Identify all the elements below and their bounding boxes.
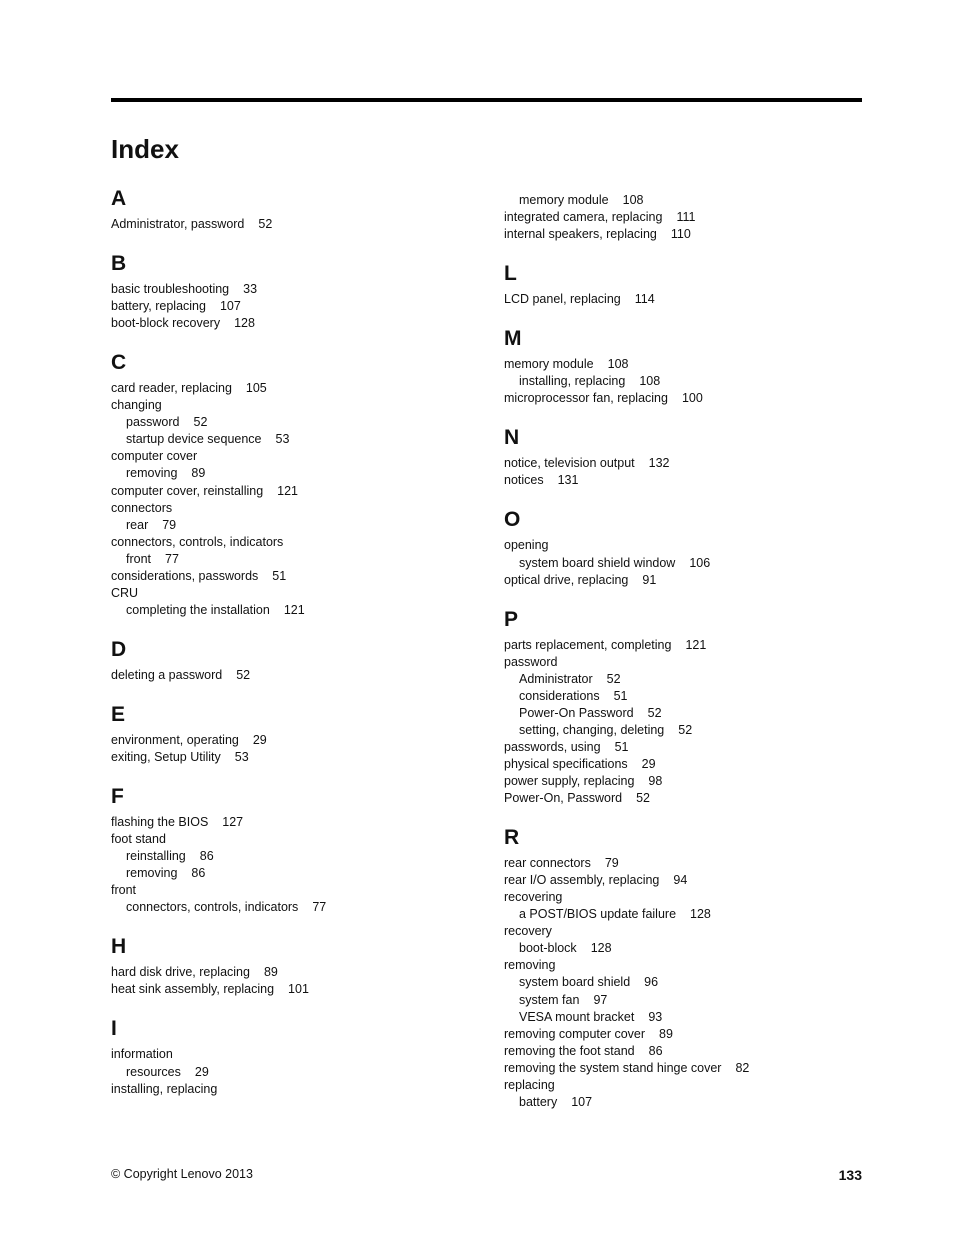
index-page-ref: 106 (689, 555, 711, 570)
index-page-ref: 89 (191, 466, 206, 481)
index-term: recovery (504, 924, 552, 939)
page-title: Index (111, 134, 179, 164)
index-subentry (519, 906, 711, 923)
index-entry (111, 882, 136, 899)
index-entry (504, 739, 628, 756)
index-entry (504, 472, 578, 489)
index-page-ref: 86 (199, 849, 214, 864)
index-term: information (111, 1047, 173, 1062)
index-page-ref: 110 (670, 227, 691, 242)
index-term: internal speakers, replacing (504, 227, 657, 242)
index-subentry (126, 517, 176, 534)
index-term: rear connectors (504, 856, 591, 871)
index-page-ref: 51 (613, 688, 628, 703)
index-subentry (519, 940, 612, 957)
index-entry (111, 500, 172, 517)
index-page-ref: 77 (165, 551, 179, 566)
index-page-ref: 86 (648, 1043, 663, 1058)
index-page-ref: 82 (735, 1060, 750, 1075)
index-subentry (126, 551, 179, 568)
index-entry (504, 572, 656, 589)
index-letter-heading: O (504, 508, 521, 532)
index-page-ref: 128 (234, 316, 255, 331)
index-letter-heading: L (504, 262, 517, 286)
index-term: optical drive, replacing (504, 572, 629, 587)
index-term: battery (519, 1094, 558, 1109)
index-letter-heading: R (504, 826, 520, 850)
index-term: connectors, controls, indicators (126, 900, 299, 915)
index-entry (111, 667, 250, 684)
index-term: CRU (111, 585, 139, 600)
index-entry (504, 1077, 555, 1094)
index-letter-heading: F (111, 785, 124, 809)
index-entry (111, 298, 241, 315)
index-entry (111, 483, 298, 500)
index-entry (111, 814, 243, 831)
index-term: notice, television output (504, 456, 635, 471)
index-term: power supply, replacing (504, 774, 635, 788)
index-term: memory module (504, 357, 594, 372)
index-page-ref: 77 (312, 900, 327, 915)
index-page-ref: 93 (648, 1009, 663, 1024)
index-entry (111, 1046, 173, 1063)
index-page-ref: 53 (275, 432, 290, 447)
header-rule (111, 98, 862, 102)
index-subentry (519, 1009, 662, 1026)
index-subentry (519, 671, 621, 688)
index-term: removing the foot stand (504, 1043, 635, 1058)
index-term: VESA mount bracket (519, 1009, 635, 1024)
index-term: system board shield window (519, 555, 676, 570)
index-subentry (519, 705, 662, 722)
index-subentry (519, 688, 628, 705)
index-page-ref: 52 (636, 791, 651, 806)
index-page-ref: 96 (644, 975, 659, 990)
index-term: removing (504, 958, 556, 973)
index-term: removing (126, 466, 178, 481)
index-term: setting, changing, deleting (519, 722, 665, 737)
index-entry (504, 1060, 749, 1077)
index-page-ref: 52 (258, 217, 273, 231)
footer-page-number: 133 (838, 1167, 862, 1183)
index-page-ref: 98 (648, 774, 663, 788)
index-entry (111, 964, 278, 981)
index-entry (504, 291, 655, 308)
index-page-ref: 52 (193, 415, 208, 430)
index-entry (504, 390, 703, 407)
index-page-ref: 33 (243, 282, 258, 297)
index-term: rear (126, 517, 149, 532)
index-subentry (126, 848, 214, 865)
index-page-ref: 52 (606, 671, 621, 686)
index-entry (111, 981, 309, 998)
index-subentry (519, 1094, 592, 1111)
index-page-ref: 121 (277, 483, 299, 498)
index-page-ref: 52 (678, 722, 693, 737)
index-entry (504, 855, 619, 872)
index-term: computer cover, reinstalling (111, 483, 264, 498)
index-page-ref: 51 (614, 739, 629, 754)
index-term: considerations, passwords (111, 568, 259, 583)
index-letter-heading: C (111, 351, 127, 375)
index-page-ref: 105 (245, 381, 267, 396)
index-term: hard disk drive, replacing (111, 965, 250, 980)
index-page-ref: 121 (685, 637, 707, 652)
index-entry (111, 281, 257, 298)
index-term: boot-block recovery (111, 316, 221, 331)
index-entry (504, 226, 691, 243)
index-letter-heading: A (111, 187, 127, 210)
index-term: basic troubleshooting (111, 282, 230, 297)
index-letter-heading: D (111, 637, 127, 661)
index-letter-heading: P (504, 607, 519, 631)
index-entry (504, 957, 555, 974)
index-term: environment, operating (111, 732, 239, 747)
index-subentry (519, 992, 607, 1009)
index-entry (504, 923, 552, 940)
index-term: card reader, replacing (111, 381, 232, 396)
index-term: notices (504, 473, 544, 488)
index-letter-heading: M (504, 327, 522, 351)
index-entry (111, 534, 283, 551)
index-letter-heading: E (111, 702, 126, 726)
index-entry (504, 654, 558, 671)
index-entry (504, 1043, 663, 1060)
index-page-ref: 107 (571, 1094, 593, 1109)
index-entry (504, 537, 549, 554)
index-subentry (519, 974, 658, 991)
index-entry (111, 448, 197, 465)
index-page-ref: 101 (288, 982, 309, 997)
index-page-ref: 86 (191, 866, 206, 881)
index-term: memory module (519, 193, 609, 207)
index-term: installing, replacing (519, 374, 626, 389)
index-subentry (126, 414, 207, 431)
index-letter-heading: B (111, 252, 127, 276)
index-entry (111, 216, 272, 233)
index-term: connectors, controls, indicators (111, 534, 284, 549)
index-letter-heading: I (111, 1017, 117, 1041)
index-letter-heading: H (111, 935, 127, 959)
index-subentry (519, 192, 643, 209)
index-page-ref: 89 (263, 965, 278, 980)
index-page-ref: 94 (673, 873, 688, 888)
index-term: microprocessor fan, replacing (504, 391, 668, 406)
index-term: password (126, 415, 180, 430)
index-subentry (519, 722, 692, 739)
index-page-ref: 108 (639, 374, 661, 389)
index-page-ref: 127 (222, 815, 244, 830)
index-term: flashing the BIOS (111, 815, 209, 830)
index-subentry (126, 465, 205, 482)
index-term: installing, replacing (111, 1081, 218, 1096)
index-entry (111, 380, 267, 397)
index-term: resources (126, 1064, 181, 1079)
index-entry (504, 356, 628, 373)
index-term: battery, replacing (111, 299, 206, 314)
index-entry (111, 732, 267, 749)
index-term: startup device sequence (126, 432, 262, 447)
index-term: opening (504, 538, 549, 553)
index-term: system board shield (519, 975, 631, 990)
index-term: removing (126, 866, 178, 881)
index-page-ref: 132 (648, 456, 670, 471)
index-page-ref: 53 (234, 750, 249, 764)
index-term: replacing (504, 1077, 555, 1092)
index-term: front (111, 883, 137, 898)
index-term: Administrator, password (111, 217, 245, 231)
index-term: changing (111, 398, 162, 413)
index-term: parts replacement, completing (504, 637, 672, 652)
index-page-ref: 29 (194, 1064, 209, 1079)
index-subentry (519, 373, 660, 390)
index-page-ref: 128 (590, 941, 612, 956)
index-subentry (126, 899, 326, 916)
index-subentry (126, 1064, 209, 1081)
index-page-ref: 79 (162, 517, 177, 532)
index-term: Power-On, Password (504, 791, 623, 806)
index-page-ref: 131 (557, 473, 579, 488)
index-page-ref: 100 (681, 391, 703, 406)
index-page-ref: 108 (622, 193, 644, 207)
index-term: system fan (519, 992, 580, 1007)
index-term: physical specifications (504, 756, 628, 771)
index-entry (111, 1081, 217, 1098)
index-term: rear I/O assembly, replacing (504, 873, 660, 888)
index-page-ref: 52 (236, 667, 251, 682)
index-page-ref: 108 (607, 357, 629, 372)
index-term: passwords, using (504, 739, 601, 754)
index-term: a POST/BIOS update failure (519, 907, 677, 922)
index-term: foot stand (111, 832, 166, 847)
index-page-ref: 97 (593, 992, 608, 1007)
index-term: completing the installation (126, 602, 270, 617)
index-entry (504, 1026, 673, 1043)
index-term: reinstalling (126, 849, 186, 864)
index-subentry (126, 865, 205, 882)
index-term: Administrator (519, 671, 593, 686)
index-term: integrated camera, replacing (504, 210, 663, 225)
index-page-ref: 89 (659, 1026, 673, 1041)
index-entry (504, 637, 706, 654)
index-page-ref: 91 (642, 572, 657, 587)
index-term: connectors (111, 500, 173, 515)
index-subentry (126, 431, 289, 448)
index-entry (504, 209, 695, 226)
index-page-ref: 128 (690, 907, 711, 922)
index-entry (504, 889, 562, 906)
index-subentry (519, 555, 710, 572)
index-entry (111, 749, 249, 766)
index-term: removing the system stand hinge cover (504, 1060, 722, 1075)
index-term: LCD panel, replacing (504, 292, 621, 307)
index-entry (504, 773, 662, 790)
footer-copyright: © Copyright Lenovo 2013 (111, 1167, 253, 1181)
index-page-ref: 121 (283, 602, 305, 617)
index-term: considerations (519, 688, 600, 703)
index-page-ref: 114 (634, 292, 655, 307)
index-term: computer cover (111, 449, 198, 464)
index-entry (111, 585, 138, 602)
index-entry (504, 455, 670, 472)
index-term: boot-block (519, 941, 577, 956)
index-page-ref: 52 (647, 705, 662, 720)
index-term: exiting, Setup Utility (111, 750, 221, 764)
index-term: front (126, 551, 152, 566)
index-subentry (126, 602, 305, 619)
index-entry (504, 790, 650, 807)
index-entry (504, 756, 656, 773)
index-entry (111, 568, 286, 585)
index-page-ref: 79 (604, 856, 619, 871)
index-letter-heading: N (504, 426, 520, 450)
index-entry (111, 315, 255, 332)
index-entry (504, 872, 687, 889)
index-page-ref: 29 (252, 732, 267, 747)
index-term: password (504, 654, 558, 669)
index-page-ref: 29 (641, 756, 656, 771)
index-term: removing computer cover (504, 1026, 646, 1041)
index-entry (111, 397, 162, 414)
index-page-ref: 111 (676, 210, 696, 225)
index-term: deleting a password (111, 667, 223, 682)
index-term: Power-On Password (519, 705, 634, 720)
index-page-ref: 107 (219, 299, 241, 314)
index-term: recovering (504, 890, 563, 905)
index-entry (111, 831, 166, 848)
index-term: heat sink assembly, replacing (111, 982, 275, 997)
index-page-ref: 51 (272, 568, 287, 583)
